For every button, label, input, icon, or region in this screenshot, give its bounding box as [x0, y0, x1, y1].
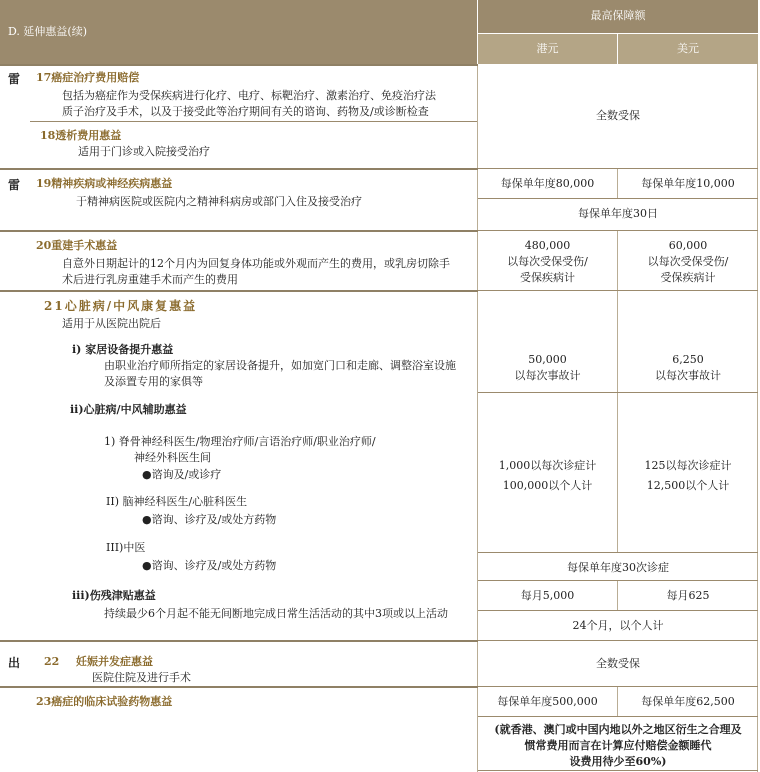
- row21-i-desc2: 及添置专用的家俱等: [104, 375, 203, 388]
- section-header: [0, 0, 477, 64]
- row21-ii-2a: II) 脑神经科医生/心脏科医生: [106, 495, 248, 508]
- row21-ii-1c: ●谘询及/或诊疗: [142, 468, 222, 481]
- row21-iii-hkd: 每月5,000: [520, 589, 575, 602]
- row21-ii-1a: 1) 脊骨神经科医生/物理治疗师/言语治疗师/职业治疗师/: [104, 435, 376, 448]
- row21-iii-both: 24个月，以个人计: [572, 619, 664, 632]
- row21-ii-usd1: 125以每次诊症计: [644, 459, 732, 472]
- row19-mark: 雷: [8, 178, 21, 192]
- row21-desc: 适用于从医院出院后: [62, 317, 161, 330]
- row21-i-desc1: 由职业治疗师所指定的家居设备提升，如加宽门口和走廊、调整浴室设施: [104, 359, 456, 372]
- row21-ii-3b: ●谘询、诊疗及/或处方药物: [142, 559, 277, 572]
- row23-hkd: 每保单年度500,000: [497, 695, 598, 708]
- row18-desc: 适用于门诊或入院接受治疗: [78, 145, 210, 158]
- row20-hkd1: 480,000: [524, 239, 571, 252]
- row21-i-usd1: 6,250: [672, 353, 704, 366]
- row21-i-hkd2: 以每次事故计: [514, 369, 581, 382]
- row20-title: 20重建手术惠益: [36, 239, 118, 252]
- row23-note1: (就香港、澳门或中国内地以外之地区衍生之合理及: [494, 723, 742, 736]
- usd-header: [618, 34, 758, 64]
- row21-ii-hkd1: 1,000以每次诊症计: [498, 459, 597, 472]
- row21-ii-usd2: 12,500以个人计: [646, 479, 730, 492]
- row22-mark: 出: [8, 656, 21, 670]
- row21-ii-1b: 神经外科医生间: [134, 451, 211, 464]
- row17-title: 17癌症治疗费用赔偿: [36, 71, 140, 84]
- row20-usd2: 以每次受保受伤/: [647, 255, 729, 268]
- row22-num: 22: [44, 655, 60, 668]
- row20-usd3: 受保疾病计: [660, 271, 716, 284]
- row21-ii-title: ii)心脏病/中风辅助惠益: [70, 403, 187, 416]
- row22-value: 全数受保: [596, 657, 640, 670]
- row19-title: 19精神疾病或神经疾病惠益: [36, 177, 173, 190]
- row21-ii-3a: III)中医: [106, 541, 146, 554]
- row21-iii-title: iii)伤残津贴惠益: [72, 589, 156, 602]
- row23-title: 23癌症的临床试验药物惠益: [36, 695, 173, 708]
- row20-hkd2: 以每次受保受伤/: [507, 255, 588, 268]
- row20-usd1: 60,000: [668, 239, 708, 252]
- row18-title: 18透析费用惠益: [40, 129, 122, 142]
- row21-ii-hkd2: 100,000以个人计: [502, 479, 593, 492]
- hkd-label: 港元: [536, 42, 559, 55]
- section-title: D. 延伸惠益(续): [8, 25, 88, 38]
- row21-i-hkd1: 50,000: [528, 353, 567, 366]
- row22-desc: 医院住院及进行手术: [92, 671, 191, 684]
- row21-i-usd2: 以每次事故计: [655, 369, 721, 382]
- row20-desc2: 术后进行乳房重建手术而产生的费用: [62, 273, 238, 286]
- row20-desc1: 自意外日期起计的12个月内为回复身体功能或外观而产生的费用，或乳房切除手: [62, 257, 450, 270]
- usd-label: 美元: [677, 42, 699, 55]
- row23-usd: 每保单年度62,500: [641, 695, 735, 708]
- max-limit-label: 最高保障额: [590, 9, 646, 22]
- row21-title: 21心脏病/中风康复惠益: [44, 299, 198, 313]
- row17-mark: 雷: [8, 72, 21, 86]
- row23-note2: 惯常费用而言在计算应付赔偿金额睡代: [524, 739, 712, 752]
- row19-both: 每保单年度30日: [578, 207, 658, 220]
- row21-i-title: i) 家居设备提升惠益: [72, 343, 174, 356]
- row23-note3: 设费用待少至60%): [569, 755, 667, 768]
- row22-title: 妊娠并发症惠益: [76, 655, 153, 668]
- row19-hkd: 每保单年度80,000: [500, 177, 595, 190]
- row21-iii-usd: 每月625: [666, 589, 710, 602]
- row21-iii-desc: 持续最少6个月起不能无间断地完成日常生活活动的其中3项或以上活动: [104, 607, 448, 620]
- row17-value: 全数受保: [596, 109, 640, 122]
- row17-desc1: 包括为癌症作为受保疾病进行化疗、电疗、标靶治疗、激素治疗、免疫治疗法: [62, 89, 436, 102]
- row19-desc: 于精神病医院或医院内之精神科病房或部门入住及接受治疗: [76, 195, 362, 208]
- row21-ii-2b: ●谘询、诊疗及/或处方药物: [142, 513, 277, 526]
- row20-hkd3: 受保疾病计: [520, 271, 575, 284]
- max-limit-header: [478, 0, 758, 33]
- row19-usd: 每保单年度10,000: [641, 177, 735, 190]
- row21-ii-both: 每保单年度30次诊症: [567, 561, 669, 574]
- row17-desc2: 质子治疗及手术，以及于接受此等治疗期间有关的谘询、药物及/或诊断检查: [62, 105, 429, 118]
- hkd-header: [478, 34, 617, 64]
